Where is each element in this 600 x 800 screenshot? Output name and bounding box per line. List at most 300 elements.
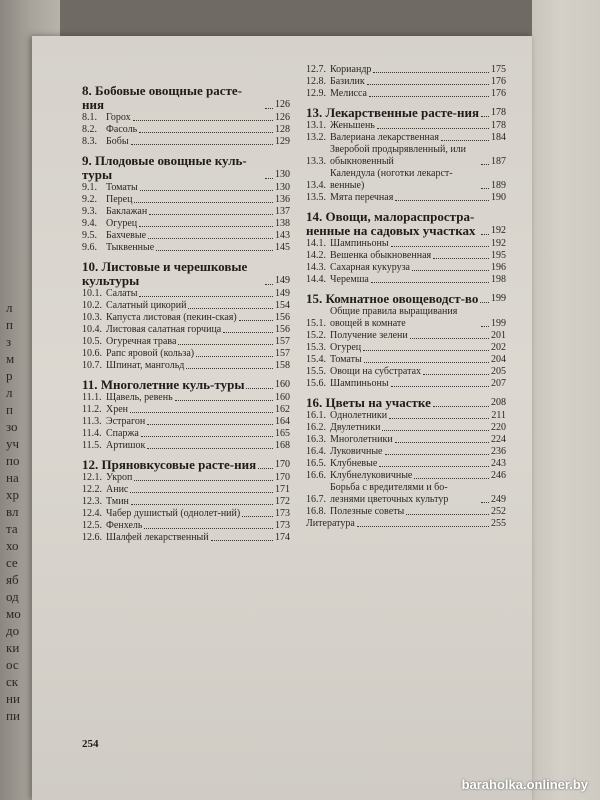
- toc-entry: [82, 428, 290, 440]
- leader-dots: [377, 128, 489, 129]
- entry-label: Рапс яровой (кольза): [106, 348, 195, 359]
- leader-dots: [395, 442, 489, 443]
- entry-page: 187: [491, 156, 506, 167]
- underlying-text-fragment: до: [6, 623, 20, 638]
- chapter-page: 192: [491, 225, 506, 236]
- toc-entry: [306, 330, 506, 342]
- toc-entry: [306, 88, 506, 100]
- entry-number: 12.7.: [306, 64, 326, 75]
- watermark: baraholka.onliner.by: [461, 777, 588, 792]
- entry-number: 10.7.: [82, 360, 102, 371]
- entry-label: Овощи на субстратах: [330, 366, 422, 377]
- toc-entry: [82, 194, 290, 206]
- entry-number: 14.1.: [306, 238, 326, 249]
- leader-dots: [406, 514, 489, 515]
- leader-dots: [391, 386, 489, 387]
- entry-number: 16.6.: [306, 470, 326, 481]
- toc-entry: [82, 288, 290, 300]
- underlying-text-fragment: по: [6, 453, 20, 468]
- entry-page: 205: [491, 366, 506, 377]
- entry-page: 176: [491, 76, 506, 87]
- toc-entry: [82, 218, 290, 230]
- entry-number: 9.4.: [82, 218, 97, 229]
- toc-entry: [82, 440, 290, 452]
- entry-number: 12.1.: [82, 472, 102, 483]
- toc-entry: [306, 132, 506, 144]
- entry-label: Валериана лекарственная: [330, 132, 439, 143]
- leader-dots: [369, 96, 489, 97]
- entry-label: Луковичные: [330, 446, 383, 457]
- toc-entry: [82, 404, 290, 416]
- toc-entry: [306, 76, 506, 88]
- entry-page: 174: [275, 532, 290, 543]
- leader-dots: [134, 480, 273, 481]
- entry-page: 145: [275, 242, 290, 253]
- entry-page: 236: [491, 446, 506, 457]
- leader-dots: [246, 388, 273, 389]
- toc-entry: [82, 182, 290, 194]
- leader-dots: [363, 350, 489, 351]
- entry-number: 15.2.: [306, 330, 326, 341]
- underlying-text-fragment: хр: [6, 487, 19, 502]
- toc-entry: [306, 250, 506, 262]
- leader-dots: [382, 430, 489, 431]
- entry-page: 195: [491, 250, 506, 261]
- chapter-heading: [82, 378, 290, 392]
- entry-number: 16.4.: [306, 446, 326, 457]
- underlying-text-fragment: ос: [6, 657, 19, 672]
- chapter-title: 13. Лекарственные расте-ния: [306, 105, 479, 120]
- underlying-text-fragment: п: [6, 402, 13, 417]
- chapter-page: 208: [491, 397, 506, 408]
- entry-number: 8.2.: [82, 124, 97, 135]
- entry-label: Салатный цикорий: [106, 300, 187, 311]
- entry-number: 13.5.: [306, 192, 326, 203]
- entry-page: 249: [491, 494, 506, 505]
- entry-label: Томаты: [330, 354, 362, 365]
- entry-number: 11.2.: [82, 404, 102, 415]
- leader-dots: [391, 246, 489, 247]
- entry-label: Шпинат, мангольд: [106, 360, 185, 371]
- leader-dots: [357, 526, 489, 527]
- underlying-text-fragment: пи: [6, 708, 20, 723]
- leader-dots: [364, 362, 489, 363]
- underlying-text-fragment: уч: [6, 436, 20, 451]
- entry-page: 246: [491, 470, 506, 481]
- entry-label: Бахчевые: [106, 230, 147, 241]
- underlying-text-fragment: п: [6, 317, 13, 332]
- underlying-text-fragment: мо: [6, 606, 21, 621]
- entry-number: 10.4.: [82, 324, 102, 335]
- toc-entry: [306, 144, 506, 168]
- entry-label: Календула (ноготки лекарст-венные): [330, 168, 453, 191]
- entry-page: 199: [491, 318, 506, 329]
- entry-page: 157: [275, 336, 290, 347]
- entry-page: 136: [275, 194, 290, 205]
- entry-number: 9.5.: [82, 230, 97, 241]
- entry-page: 189: [491, 180, 506, 191]
- leader-dots: [481, 326, 489, 327]
- chapter-heading: [82, 154, 290, 182]
- entry-label: Хрен: [106, 404, 129, 415]
- chapter-page: 170: [275, 459, 290, 470]
- toc-entry: [82, 508, 290, 520]
- leader-dots: [433, 406, 489, 407]
- entry-label: Бобы: [106, 136, 129, 147]
- entry-number: 12.3.: [82, 496, 102, 507]
- entry-page: 126: [275, 112, 290, 123]
- entry-number: 11.3.: [82, 416, 102, 427]
- underlying-text-fragment: ки: [6, 640, 20, 655]
- leader-dots: [481, 116, 489, 117]
- leader-dots: [412, 270, 489, 271]
- entry-number: 12.4.: [82, 508, 102, 519]
- leader-dots: [481, 502, 489, 503]
- leader-dots: [385, 454, 490, 455]
- entry-number: 14.2.: [306, 250, 326, 261]
- entry-page: 157: [275, 348, 290, 359]
- entry-page: 160: [275, 392, 290, 403]
- leader-dots: [130, 412, 273, 413]
- entry-label: Томаты: [106, 182, 138, 193]
- entry-page: 207: [491, 378, 506, 389]
- entry-number: 10.1.: [82, 288, 102, 299]
- leader-dots: [239, 320, 273, 321]
- leader-dots: [265, 284, 273, 285]
- entry-label: Шампиньоны: [330, 238, 389, 249]
- entry-page: 192: [491, 238, 506, 249]
- entry-label: Общие правила выращивания овощей в комнате: [330, 306, 458, 329]
- entry-label: Фасоль: [106, 124, 138, 135]
- entry-number: 11.1.: [82, 392, 102, 403]
- underlying-text-fragment: р: [6, 368, 13, 383]
- entry-label: Вешенка обыкновенная: [330, 250, 432, 261]
- entry-label: Сахарная кукуруза: [330, 262, 410, 273]
- chapter-heading: [82, 84, 290, 112]
- leader-dots: [441, 140, 489, 141]
- entry-page: 202: [491, 342, 506, 353]
- leader-dots: [379, 466, 489, 467]
- chapter-page: 178: [491, 107, 506, 118]
- toc-right-column: [306, 64, 506, 530]
- toc-entry: [306, 422, 506, 434]
- toc-left-column: [82, 78, 290, 544]
- entry-page: 130: [275, 182, 290, 193]
- leader-dots: [258, 468, 273, 469]
- entry-page: 162: [275, 404, 290, 415]
- leader-dots: [131, 144, 273, 145]
- underlying-text-fragment: та: [6, 521, 18, 536]
- chapter-title: 11. Многолетние куль-туры: [82, 377, 245, 392]
- entry-number: 14.3.: [306, 262, 326, 273]
- entry-number: 10.2.: [82, 300, 102, 311]
- leader-dots: [423, 374, 489, 375]
- entry-label: Шампиньоны: [330, 378, 389, 389]
- entry-number: 10.5.: [82, 336, 102, 347]
- entry-label: Листовая салатная горчица: [106, 324, 222, 335]
- chapter-heading: [306, 396, 506, 410]
- underlying-text-fragment: вл: [6, 504, 19, 519]
- leader-dots: [148, 238, 273, 239]
- entry-label: Полезные советы: [330, 506, 405, 517]
- entry-number: 12.6.: [82, 532, 102, 543]
- leader-dots: [139, 132, 273, 133]
- entry-number: 11.5.: [82, 440, 102, 451]
- toc-entry: [82, 124, 290, 136]
- chapter-heading: [82, 260, 290, 288]
- entry-page: 137: [275, 206, 290, 217]
- leader-dots: [133, 120, 273, 121]
- chapter-title: 15. Комнатное овощеводст-во: [306, 291, 479, 306]
- leader-dots: [265, 178, 273, 179]
- entry-number: 13.3.: [306, 156, 326, 167]
- entry-page: 178: [491, 120, 506, 131]
- leader-dots: [139, 296, 273, 297]
- leader-dots: [481, 164, 489, 165]
- entry-label: Спаржа: [106, 428, 139, 439]
- toc-entry: [306, 168, 506, 192]
- entry-page: 204: [491, 354, 506, 365]
- entry-label: Салаты: [106, 288, 138, 299]
- toc-entry: [306, 120, 506, 132]
- leader-dots: [175, 400, 273, 401]
- toc-entry: [82, 532, 290, 544]
- entry-page: 220: [491, 422, 506, 433]
- leader-dots: [433, 258, 489, 259]
- chapter-title: 14. Овощи, малораспростра-ненные на садовых участках: [306, 209, 476, 238]
- entry-label: Артишок: [106, 440, 146, 451]
- entry-page: 171: [275, 484, 290, 495]
- entry-page: 243: [491, 458, 506, 469]
- entry-page: 224: [491, 434, 506, 445]
- entry-label: Однолетники: [330, 410, 388, 421]
- entry-page: 168: [275, 440, 290, 451]
- toc-entry: [306, 64, 506, 76]
- toc-entry: [306, 274, 506, 286]
- leader-dots: [414, 478, 489, 479]
- entry-label: Базилик: [330, 76, 365, 87]
- toc-entry: [82, 312, 290, 324]
- toc-entry: [82, 348, 290, 360]
- entry-label: Борьба с вредителями и бо-лезнями цветочных культур: [330, 482, 449, 505]
- leader-dots: [389, 418, 489, 419]
- entry-page: 149: [275, 288, 290, 299]
- entry-label: Укроп: [106, 472, 133, 483]
- leader-dots: [371, 282, 489, 283]
- leader-dots: [156, 250, 273, 251]
- entry-label: Зверобой продырявленный, или обыкновенный: [330, 144, 467, 167]
- underlying-text-fragment: се: [6, 555, 18, 570]
- entry-number: 10.3.: [82, 312, 102, 323]
- leader-dots: [178, 344, 273, 345]
- chapter-title: 8. Бобовые овощные расте-ния: [82, 83, 243, 112]
- chapter-heading: [82, 458, 290, 472]
- entry-number: 13.4.: [306, 180, 326, 191]
- entry-number: 16.8.: [306, 506, 326, 517]
- underlying-text-fragment: хо: [6, 538, 19, 553]
- entry-page: 156: [275, 312, 290, 323]
- toc-entry: [82, 206, 290, 218]
- toc-entry: [306, 506, 506, 518]
- entry-number: 10.6.: [82, 348, 102, 359]
- entry-number: 9.3.: [82, 206, 97, 217]
- leader-dots: [144, 528, 273, 529]
- entry-number: 15.6.: [306, 378, 326, 389]
- entry-page: 143: [275, 230, 290, 241]
- entry-label: Тмин: [106, 496, 129, 507]
- entry-label: Фенхель: [106, 520, 143, 531]
- entry-label: Чабер душистый (однолет-ний): [106, 508, 241, 519]
- leader-dots: [480, 302, 489, 303]
- entry-page: 138: [275, 218, 290, 229]
- entry-number: 15.3.: [306, 342, 326, 353]
- toc-entry: [82, 360, 290, 372]
- leader-dots: [141, 436, 273, 437]
- entry-number: 14.4.: [306, 274, 326, 285]
- entry-label: Клубнелуковичные: [330, 470, 413, 481]
- leader-dots: [196, 356, 273, 357]
- entry-label: Черемша: [330, 274, 369, 285]
- entry-page: 154: [275, 300, 290, 311]
- leader-dots: [147, 424, 273, 425]
- entry-label: Щавель, ревень: [106, 392, 173, 403]
- entry-number: 15.4.: [306, 354, 326, 365]
- toc-entry: [82, 416, 290, 428]
- leader-dots: [395, 200, 489, 201]
- toc-entry: [82, 472, 290, 484]
- underlying-text-fragment: од: [6, 589, 19, 604]
- entry-label: Литература: [306, 518, 355, 529]
- leader-dots: [188, 308, 273, 309]
- entry-label: Горох: [106, 112, 131, 123]
- entry-label: Анис: [106, 484, 129, 495]
- entry-page: 255: [491, 518, 506, 529]
- chapter-page: 199: [491, 293, 506, 304]
- entry-label: Многолетники: [330, 434, 393, 445]
- leader-dots: [481, 234, 489, 235]
- entry-page: 196: [491, 262, 506, 273]
- entry-number: 15.5.: [306, 366, 326, 377]
- entry-number: 16.5.: [306, 458, 326, 469]
- toc-entry: [306, 366, 506, 378]
- entry-number: 13.2.: [306, 132, 326, 143]
- toc-entry: [306, 354, 506, 366]
- entry-page: 190: [491, 192, 506, 203]
- underlying-text-fragment: ни: [6, 691, 20, 706]
- toc-entry: [82, 520, 290, 532]
- leader-dots: [242, 516, 273, 517]
- toc-entry: [306, 458, 506, 470]
- entry-page: 252: [491, 506, 506, 517]
- entry-number: 12.5.: [82, 520, 102, 531]
- entry-label: Женьшень: [330, 120, 375, 131]
- entry-page: 129: [275, 136, 290, 147]
- entry-number: 16.7.: [306, 494, 326, 505]
- underlying-text-fragment: яб: [6, 572, 19, 587]
- entry-number: 12.9.: [306, 88, 326, 99]
- chapter-heading: [306, 292, 506, 306]
- entry-number: 12.8.: [306, 76, 326, 87]
- leader-dots: [149, 214, 273, 215]
- toc-entry: [306, 342, 506, 354]
- page-number: 254: [82, 738, 99, 750]
- underlying-text-fragment: л: [6, 300, 13, 315]
- chapter-page: 126: [275, 99, 290, 110]
- underlying-text-fragment: з: [6, 334, 12, 349]
- entry-number: 9.6.: [82, 242, 97, 253]
- entry-label: Баклажан: [106, 206, 148, 217]
- leader-dots: [147, 448, 273, 449]
- chapter-title: 12. Пряновкусовые расте-ния: [82, 457, 257, 472]
- toc-entry: [306, 306, 506, 330]
- entry-page: 164: [275, 416, 290, 427]
- toc-entry: [306, 518, 506, 530]
- entry-label: Мелисса: [330, 88, 367, 99]
- entry-label: Тыквенные: [106, 242, 155, 253]
- leader-dots: [367, 84, 489, 85]
- chapter-title: 10. Листовые и черешковые культуры: [82, 259, 248, 288]
- leader-dots: [130, 492, 273, 493]
- toc-entry: [82, 136, 290, 148]
- entry-label: Эстрагон: [106, 416, 146, 427]
- toc-entry: [82, 324, 290, 336]
- chapter-heading: [306, 106, 506, 120]
- entry-number: 8.3.: [82, 136, 97, 147]
- chapter-page: 149: [275, 275, 290, 286]
- toc-entry: [306, 238, 506, 250]
- leader-dots: [481, 188, 489, 189]
- entry-page: 173: [275, 520, 290, 531]
- entry-label: Перец: [106, 194, 133, 205]
- right-page-edge: [532, 0, 600, 800]
- underlying-text-fragment: л: [6, 385, 13, 400]
- entry-page: 175: [491, 64, 506, 75]
- toc-entry: [306, 434, 506, 446]
- entry-label: Огурец: [106, 218, 138, 229]
- entry-label: Клубневые: [330, 458, 378, 469]
- entry-number: 8.1.: [82, 112, 97, 123]
- entry-page: 198: [491, 274, 506, 285]
- entry-page: 173: [275, 508, 290, 519]
- chapter-title: 9. Плодовые овощные куль-туры: [82, 153, 247, 182]
- entry-page: 170: [275, 472, 290, 483]
- toc-entry: [306, 482, 506, 506]
- toc-entry: [82, 242, 290, 254]
- toc-entry: [306, 378, 506, 390]
- toc-entry: [82, 496, 290, 508]
- leader-dots: [186, 368, 273, 369]
- entry-page: 128: [275, 124, 290, 135]
- toc-entry: [306, 470, 506, 482]
- entry-number: 15.1.: [306, 318, 326, 329]
- entry-page: 156: [275, 324, 290, 335]
- leader-dots: [410, 338, 489, 339]
- chapter-page: 130: [275, 169, 290, 180]
- chapter-title: 16. Цветы на участке: [306, 395, 431, 410]
- entry-number: 16.1.: [306, 410, 326, 421]
- entry-label: Огуречная трава: [106, 336, 177, 347]
- toc-entry: [82, 484, 290, 496]
- entry-page: 165: [275, 428, 290, 439]
- toc-entry: [82, 300, 290, 312]
- leader-dots: [373, 72, 489, 73]
- toc-entry: [82, 392, 290, 404]
- toc-entry: [306, 410, 506, 422]
- underlying-text-fragment: зо: [6, 419, 18, 434]
- toc-entry: [306, 192, 506, 204]
- toc-entry: [306, 446, 506, 458]
- entry-page: 172: [275, 496, 290, 507]
